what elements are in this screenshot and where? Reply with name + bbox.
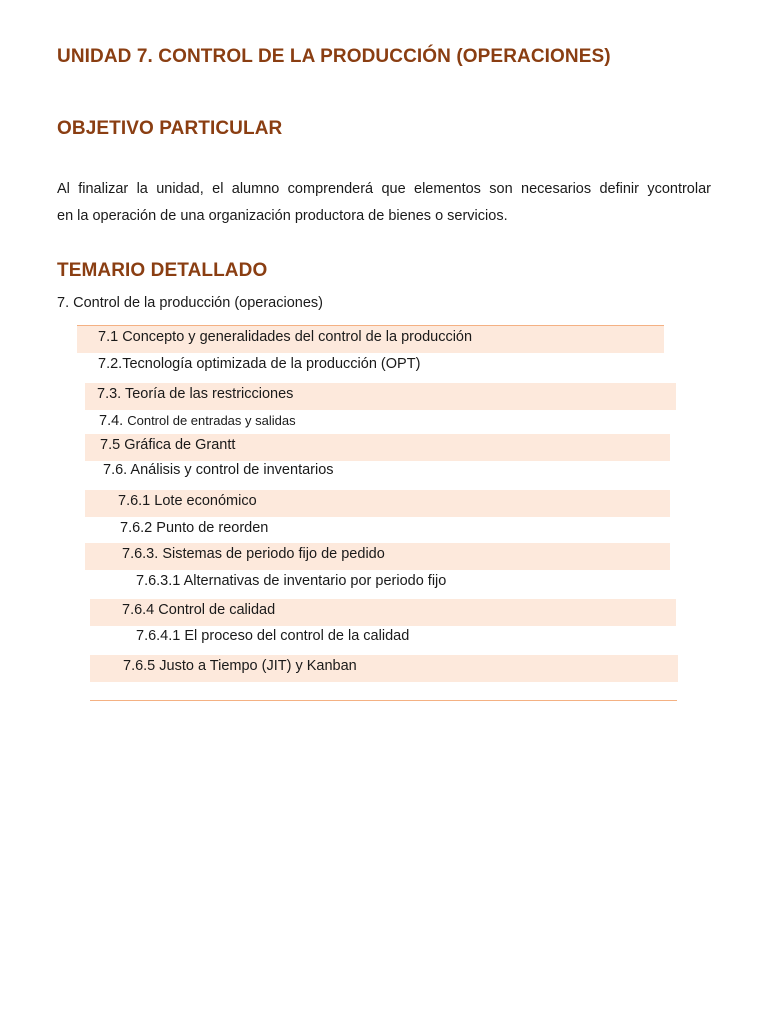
- topic-row: [90, 655, 678, 682]
- topic-row: [85, 383, 676, 410]
- unit-line: 7. Control de la producción (operaciones): [57, 295, 323, 311]
- topic-number: 7.6.1: [118, 493, 151, 509]
- topic-label: El proceso del control de la calidad: [184, 628, 410, 644]
- topic-label: Gráfica de Grantt: [124, 437, 236, 453]
- topic-label: Concepto y generalidades del control de la producción: [122, 329, 473, 345]
- topic-number: 7.6.: [103, 462, 128, 478]
- unit-title: UNIDAD 7. CONTROL DE LA PRODUCCIÓN (OPERACIONES): [57, 46, 611, 67]
- topic-row: [77, 353, 664, 380]
- topic-label: Lote económico: [154, 493, 257, 509]
- syllabus-heading: TEMARIO DETALLADO: [57, 260, 268, 281]
- table-bottom-rule: [90, 700, 677, 701]
- topic-number: 7.2.: [98, 356, 123, 372]
- topic-number: 7.5: [100, 437, 121, 453]
- topic-number: 7.3.: [97, 386, 122, 402]
- topic-row: [85, 459, 670, 486]
- topic-row: [90, 599, 676, 626]
- topic-label: Punto de reorden: [156, 520, 269, 536]
- topic-row: [85, 570, 670, 597]
- topic-row: [85, 517, 670, 544]
- topic-number: 7.6.4: [122, 602, 155, 618]
- topic-row: [85, 434, 670, 461]
- topic-number: 7.6.4.1: [136, 628, 181, 644]
- topic-number: 7.6.5: [123, 658, 156, 674]
- topic-label: Control de entradas y salidas: [127, 413, 296, 428]
- topic-label: Teoría de las restricciones: [124, 386, 294, 402]
- objective-heading: OBJETIVO PARTICULAR: [57, 118, 283, 139]
- topic-number: 7.6.2: [120, 520, 153, 536]
- topic-label: Tecnología optimizada de la producción (OPT): [122, 356, 421, 372]
- topic-label: Análisis y control de inventarios: [130, 462, 334, 478]
- topic-number: 7.4.: [99, 413, 124, 429]
- topic-label: Sistemas de periodo fijo de pedido: [162, 546, 385, 562]
- topic-number: 7.6.3.: [122, 546, 159, 562]
- topic-number: 7.1: [98, 329, 119, 345]
- topic-number: 7.6.3.1: [136, 573, 181, 589]
- topic-row: [77, 326, 664, 353]
- objective-line: Al finalizar la unidad, el alumno comprenderá que elementos son necesarios definir ycontrolar: [57, 181, 711, 197]
- objective-paragraph: [57, 176, 711, 230]
- topic-row: [90, 625, 676, 652]
- topic-label: Alternativas de inventario por periodo fijo: [183, 573, 447, 589]
- topic-row: [85, 410, 676, 437]
- topic-row: [85, 543, 670, 570]
- topic-label: Justo a Tiempo (JIT) y Kanban: [159, 658, 357, 674]
- topic-row: [85, 490, 670, 517]
- objective-line: en la operación de una organización productora de bienes o servicios.: [57, 208, 508, 224]
- topic-label: Control de calidad: [158, 602, 276, 618]
